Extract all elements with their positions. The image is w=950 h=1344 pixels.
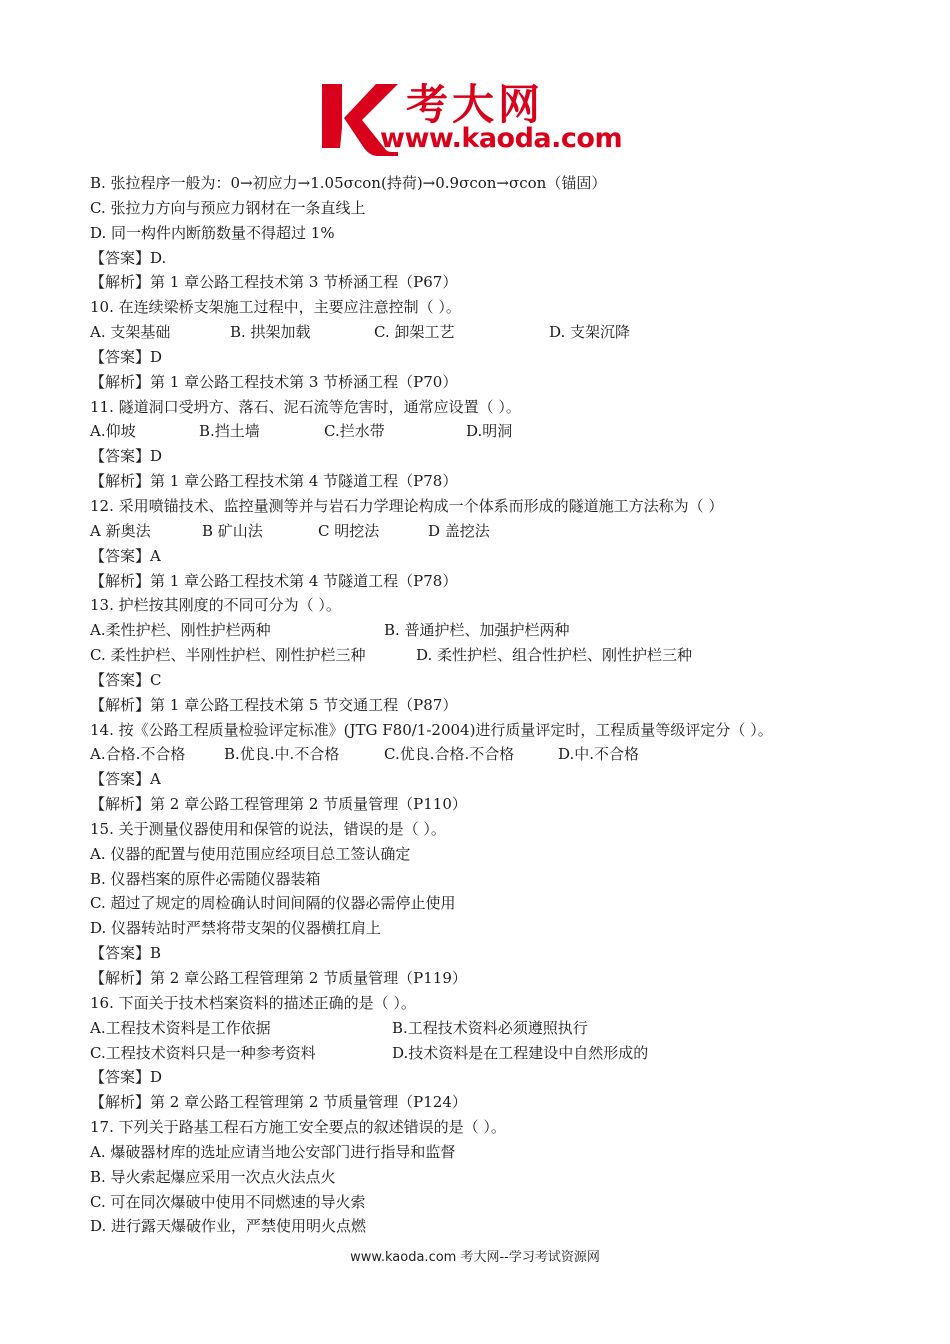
site-logo	[318, 78, 648, 158]
option-item: B.工程技术资料必须遵照执行	[392, 1018, 588, 1037]
analysis-line: 【解析】第 2 章公路工程管理第 2 节质量管理（P110）	[90, 795, 467, 814]
option-line: B. 仪器档案的原件必需随仪器装箱	[90, 869, 321, 888]
option-item: A.工程技术资料是工作依据	[90, 1018, 271, 1037]
option-item: C.拦水带	[324, 422, 385, 441]
options-row	[90, 320, 890, 345]
answer-line: 【答案】D	[90, 1068, 163, 1087]
analysis-line: 【解析】第 1 章公路工程技术第 3 节桥涵工程（P67）	[90, 273, 458, 292]
option-item: B. 拱架加载	[230, 323, 311, 342]
option-item: A.柔性护栏、刚性护栏两种	[90, 621, 271, 640]
analysis-line: 【解析】第 1 章公路工程技术第 5 节交通工程（P87）	[90, 695, 458, 714]
analysis-line: 【解析】第 2 章公路工程管理第 2 节质量管理（P124）	[90, 1093, 467, 1112]
option-item: A.仰坡	[90, 422, 136, 441]
options-row	[90, 618, 890, 643]
option-item: B. 普通护栏、加强护栏两种	[384, 621, 570, 640]
option-item: B 矿山法	[202, 521, 263, 540]
option-item: A.合格.不合格	[90, 745, 186, 764]
options-row	[90, 1016, 890, 1041]
option-item: D.技术资料是在工程建设中自然形成的	[392, 1043, 649, 1062]
question-line: 17. 下列关于路基工程石方施工安全要点的叙述错误的是（ ）。	[90, 1118, 506, 1137]
question-line: 14. 按《公路工程质量检验评定标准》(JTG F80/1-2004)进行质量评定时，工程质量等级评定分（ ）。	[90, 720, 773, 739]
analysis-line: 【解析】第 1 章公路工程技术第 4 节隧道工程（P78）	[90, 571, 458, 590]
option-item: A 新奥法	[90, 521, 151, 540]
option-line: B. 张拉程序一般为：0→初应力→1.05σcon(持荷)→0.9σcon→σcon（锚固）	[90, 174, 607, 192]
option-line: D. 仪器转站时严禁将带支架的仪器横扛肩上	[90, 919, 382, 938]
logo-text: 考大网	[406, 80, 545, 129]
option-line: C. 可在同次爆破中使用不同燃速的导火索	[90, 1192, 366, 1211]
option-item: C. 卸架工艺	[374, 323, 455, 342]
option-item: B.挡土墙	[199, 422, 260, 441]
option-line: D. 同一构件内断筋数量不得超过 1%	[90, 223, 335, 242]
option-line: C. 超过了规定的周检确认时间间隔的仪器必需停止使用	[90, 894, 456, 913]
option-item: B.优良.中.不合格	[224, 745, 340, 764]
answer-line: 【答案】D	[90, 347, 163, 366]
analysis-line: 【解析】第 1 章公路工程技术第 4 节隧道工程（P78）	[90, 472, 458, 491]
question-line: 11. 隧道洞口受坍方、落石、泥石流等危害时，通常应设置（ ）。	[90, 397, 521, 416]
options-row	[90, 1041, 890, 1066]
options-row	[90, 643, 890, 668]
option-line: A. 爆破器材库的选址应请当地公安部门进行指导和监督	[90, 1142, 456, 1161]
option-item: D. 柔性护栏、组合性护栏、刚性护栏三种	[416, 646, 693, 665]
logo-url[interactable]: www.kaoda.com	[380, 123, 623, 154]
answer-line: 【答案】D.	[90, 248, 167, 267]
analysis-line: 【解析】第 2 章公路工程管理第 2 节质量管理（P119）	[90, 969, 467, 987]
question-line: 16. 下面关于技术档案资料的描述正确的是（ ）。	[90, 993, 416, 1012]
answer-line: 【答案】A	[90, 546, 161, 565]
analysis-line: 【解析】第 1 章公路工程技术第 3 节桥涵工程（P70）	[90, 372, 458, 391]
options-row	[90, 419, 890, 444]
question-line: 12. 采用喷锚技术、监控量测等并与岩石力学理论构成一个体系而形成的隧道施工方法称为（ ）	[90, 496, 724, 515]
exam-content	[90, 171, 890, 1239]
option-item: C 明挖法	[318, 521, 380, 540]
options-row	[90, 742, 890, 767]
option-line: D. 进行露天爆破作业，严禁使用明火点燃	[90, 1217, 367, 1236]
option-item: A. 支架基础	[90, 323, 171, 342]
option-line: C. 张拉力方向与预应力钢材在一条直线上	[90, 198, 366, 217]
option-line: B. 导火索起爆应采用一次点火法点火	[90, 1167, 336, 1186]
option-item: D 盖挖法	[428, 521, 490, 540]
option-item: C. 柔性护栏、半刚性护栏、刚性护栏三种	[90, 646, 366, 665]
option-item: D.明洞	[466, 422, 513, 441]
option-item: C.优良.合格.不合格	[384, 745, 515, 764]
option-item: D.中.不合格	[558, 745, 640, 764]
page-footer[interactable]: www.kaoda.com 考大网--学习考试资源网	[350, 1250, 600, 1265]
answer-line: 【答案】A	[90, 770, 161, 789]
options-row	[90, 519, 890, 544]
question-line: 15. 关于测量仪器使用和保管的说法，错误的是（ ）。	[90, 819, 446, 838]
option-item: C.工程技术资料只是一种参考资料	[90, 1043, 316, 1062]
option-item: D. 支架沉降	[549, 323, 631, 342]
answer-line: 【答案】D	[90, 447, 163, 466]
question-line: 10. 在连续梁桥支架施工过程中，主要应注意控制（ ）。	[90, 298, 461, 317]
answer-line: 【答案】B	[90, 944, 162, 963]
answer-line: 【答案】C	[90, 670, 162, 689]
question-line: 13. 护栏按其刚度的不同可分为（ ）。	[90, 596, 341, 615]
option-line: A. 仪器的配置与使用范围应经项目总工签认确定	[90, 844, 411, 863]
